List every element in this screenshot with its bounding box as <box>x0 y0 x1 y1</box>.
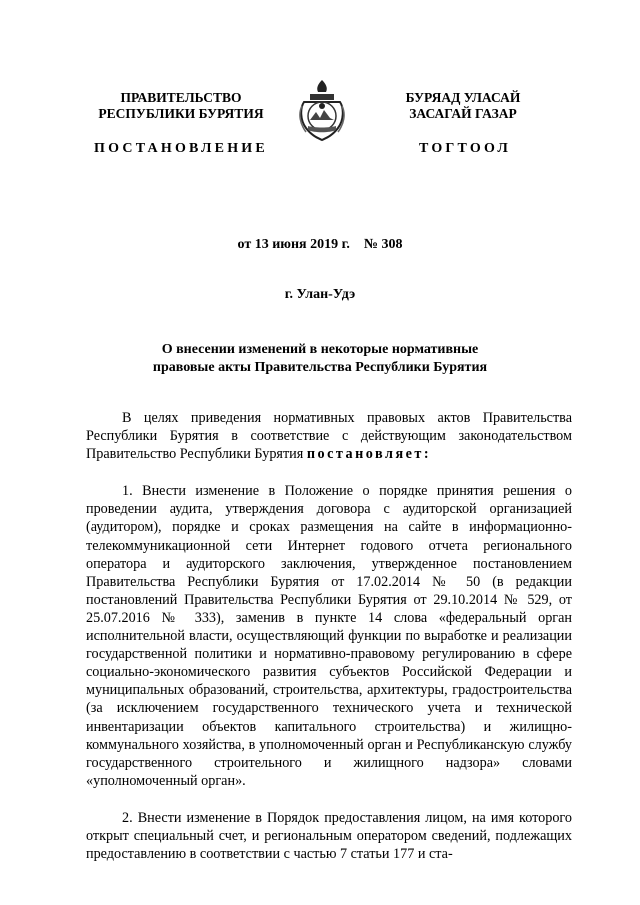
preamble-text: В целях приведения нормативных правовых актов Правительства Республики Бурятия в соответствие с действующим законодательством Правительство Республики Бурятия <box>86 410 572 463</box>
city-name: г. Улан-Удэ <box>284 287 356 302</box>
document-title <box>0 341 640 377</box>
document-body <box>86 409 572 882</box>
date-number-line <box>0 237 640 253</box>
header-left-line-1: ПРАВИТЕЛЬСТВО <box>120 90 242 105</box>
header-right-line-1: БУРЯАД УЛАСАЙ <box>405 90 521 105</box>
title-line-2: правовые акты Правительства Республики Бурятия <box>152 360 488 375</box>
paragraph-2: 2. Внести изменение в Порядок предоставления лицом, на имя которого открыт специальный счет, и региональным оператором сведений, подлежащих предоставлению в соответствии с частью 7 статьи 177 и ста- <box>86 809 572 863</box>
act-type-buryat: ТОГТООЛ <box>418 141 512 156</box>
preamble-paragraph <box>86 409 572 463</box>
coat-of-arms-emblem <box>296 76 348 146</box>
government-name-russian <box>86 90 276 122</box>
document-date: от 13 июня 2019 г. <box>237 237 350 252</box>
decree-keyword: постановляет: <box>306 446 432 463</box>
header-right-line-2: ЗАСАГАЙ ГАЗАР <box>409 106 517 121</box>
document-number: № 308 <box>363 237 403 252</box>
paragraph-1: 1. Внести изменение в Положение о порядке принятия решения о проведении аудита, утверждения договора с аудиторской организацией (аудитором), порядке и сроках размещения на сайте в информационно-телекоммуникационной сети Интернет годового отчета регионального оператора и аудиторского заключения, утвержденное постановлением Правительства Республики Бурятия от 17.02.2014 № 50 (в редакции постановлений Правительства Республики Бурятия от 29.10.2014 № 529, от 25.07.2016 № 333), заменив в пункте 14 слова «федеральный орган исполнительной власти, осуществляющий функции по выработке и реализации государственной политики и нормативно-правовому регулированию в сфере социально-экономического развития субъектов Российской Федерации и муниципальных образований, строительства, архитектуры, градостроительства (за исключением государственного технического учета и технической инвентаризации объектов капитального строительства) и жилищно-коммунального хозяйства, в уполномоченный орган и Республиканскую службу государственного строительного и жилищного надзора» словами «уполномоченный орган». <box>86 483 572 789</box>
header-left-line-2: РЕСПУБЛИКИ БУРЯТИЯ <box>98 106 264 121</box>
act-type-russian: ПОСТАНОВЛЕНИЕ <box>94 141 268 156</box>
title-line-1: О внесении изменений в некоторые нормативные <box>161 342 479 357</box>
government-name-buryat <box>368 90 558 122</box>
